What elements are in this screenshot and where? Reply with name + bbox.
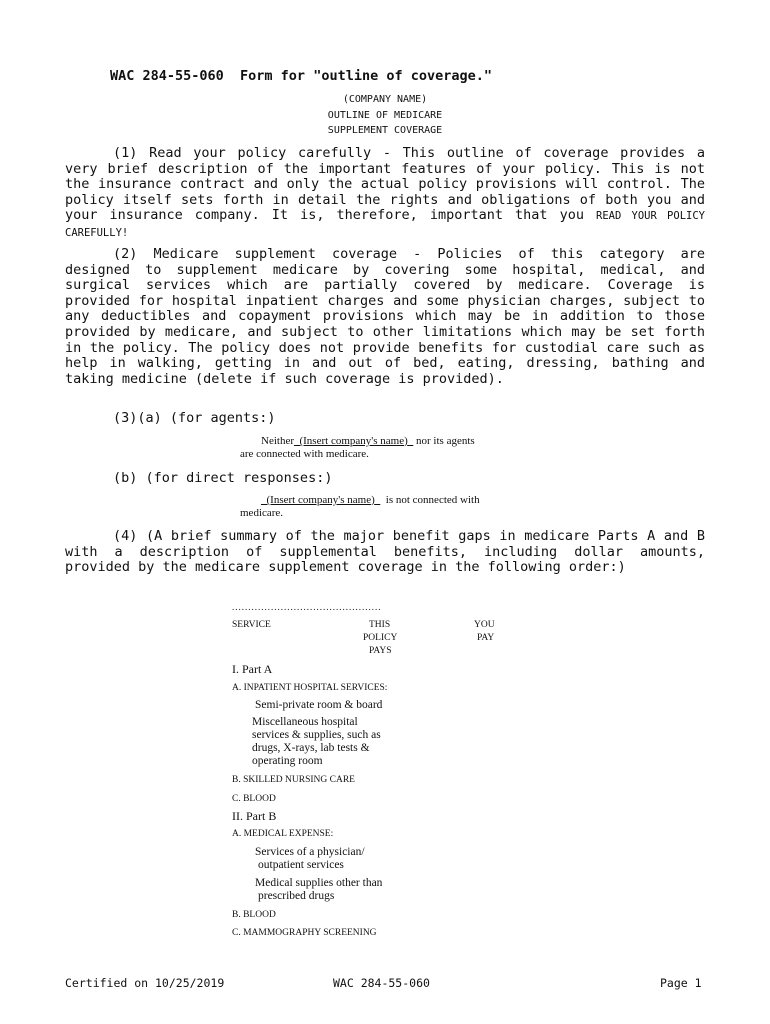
column-header-service: SERVICE — [232, 620, 271, 630]
medical-expense-heading: A. MEDICAL EXPENSE: — [232, 829, 334, 839]
agents-statement-line2: are connected with medicare. — [240, 448, 369, 460]
medical-supplies: Medical supplies other than prescribed drugs — [255, 877, 383, 902]
agents-company-name-blank: (Insert company's name) — [299, 435, 408, 447]
paragraph-3b: (b) (for direct responses:) — [113, 470, 333, 486]
agents-statement-line1: Neither (Insert company's name) nor its agents — [261, 435, 475, 447]
part-a-heading: I. Part A — [232, 662, 273, 676]
blood-a-heading: C. BLOOD — [232, 794, 276, 804]
semi-private-room: Semi-private room & board — [255, 699, 383, 711]
skilled-nursing-heading: B. SKILLED NURSING CARE — [232, 775, 355, 785]
header-supplement: SUPPLEMENT COVERAGE — [327, 125, 443, 136]
column-header-policy-line3: PAYS — [369, 646, 392, 656]
footer-wac: WAC 284-55-060 — [333, 976, 430, 990]
document-title: WAC 284-55-060 Form for "outline of coverage." — [110, 68, 493, 84]
read-policy-emphasis: READ YOUR POLICY CAREFULLY! — [65, 210, 705, 239]
mammography-heading: C. MAMMOGRAPHY SCREENING — [232, 928, 377, 938]
header-outline: OUTLINE OF MEDICARE — [327, 110, 443, 121]
paragraph-3a: (3)(a) (for agents:) — [113, 410, 276, 426]
direct-company-name-blank: (Insert company's name) — [266, 494, 375, 506]
direct-statement-line1: (Insert company's name) is not connected with — [266, 494, 480, 506]
column-header-you-line1: YOU — [474, 620, 495, 630]
paragraph-1: (1) Read your policy carefully - This outline of coverage provides a very brief description of the important features of your policy. This is not the insurance contract and only the actual policy provisions will control. The policy itself sets forth in detail the rights and obligations of both you and your insurance company. It is, therefore, important that you READ YOUR POLICY CAREFULLY! — [65, 145, 705, 239]
part-b-heading: II. Part B — [232, 809, 277, 823]
column-header-you-line2: PAY — [477, 633, 495, 643]
blood-b-heading: B. BLOOD — [232, 910, 276, 920]
physician-services: Services of a physician/ outpatient services — [255, 846, 365, 871]
misc-hospital-services: Miscellaneous hospital services & supplies, such as drugs, X-rays, lab tests & operating room — [252, 716, 381, 767]
table-dotted-rule: .............................................. — [232, 602, 382, 612]
column-header-policy-line2: POLICY — [363, 633, 398, 643]
header-company-name: (COMPANY NAME) — [342, 94, 428, 105]
inpatient-hospital-heading: A. INPATIENT HOSPITAL SERVICES: — [232, 683, 388, 693]
column-header-policy-line1: THIS — [369, 620, 391, 630]
footer-certified: Certified on 10/25/2019 — [65, 976, 225, 990]
paragraph-4: (4) (A brief summary of the major benefit gaps in medicare Parts A and B with a description of supplemental benefits, including dollar amounts, provided by the medicare supplement coverage in the following order:) — [65, 528, 705, 576]
paragraph-2: (2) Medicare supplement coverage - Policies of this category are designed to supplement medicare by covering some hospital, medical, and surgical services which are partially covered by medicare. Coverage is provided for hospital inpatient charges and some physician charges, subject to any deductibles and copayment provisions which may be in addition to those provided by medicare, and subject to other limitations which may be set forth in the policy. The policy does not provide benefits for custodial care such as help in walking, getting in and out of bed, eating, dressing, bathing and taking medicine (delete if such coverage is provided). — [65, 246, 705, 387]
footer-page-number: Page 1 — [660, 976, 702, 990]
direct-statement-line2: medicare. — [240, 507, 284, 519]
